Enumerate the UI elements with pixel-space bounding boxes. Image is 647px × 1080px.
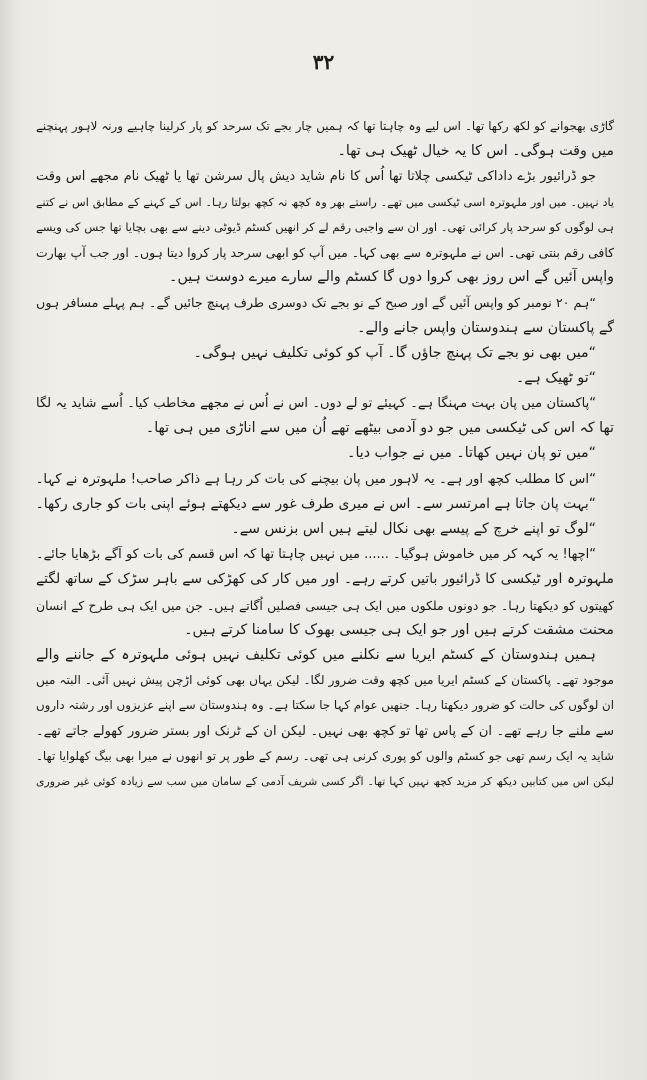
text-line: موجود تھے۔ پاکستان کے کسٹم ایریا میں کچھ وقت ضرور لگا۔ لیکن یہاں بھی کوئی اڑچن پیش نہیں آئی۔ البتہ میں <box>36 673 614 688</box>
page-number: ۳۲ <box>312 50 335 74</box>
text-line: جو ڈرائیور بڑے داداکی ٹیکسی چلاتا تھا اُس کا نام شاید دیش پال سرشن تھا یا ٹھیک نام مجھے اس وقت <box>36 169 596 185</box>
text-line: “لوگ تو اپنے خرچ کے پیسے بھی نکال لیتے ہیں اس بزنس سے۔ <box>231 521 596 537</box>
body-text <box>36 114 614 794</box>
text-line: ان لوگوں کی حالت کو ضرور دیکھتا رہا۔ جنھیں عوام کہا جا سکتا ہے۔ وہ ہندوستان سے اپنے عزیزوں اور رشتہ داروں <box>36 698 614 713</box>
text-line: سے ملنے جا رہے تھے۔ ان کے پاس تھا تو کچھ بھی نہیں۔ لیکن ان کے ٹرنک اور بستر ضرور کھولے جاتے تھے۔ <box>36 723 614 739</box>
text-line: شاید یہ ایک رسم تھی جو کسٹم والوں کو پوری کرنی ہی تھی۔ رسم کے طور پر تو انھوں نے میرا بھی بیگ کھلوایا تھا۔ <box>36 748 614 763</box>
text-line: “اس کا مطلب کچھ اور ہے۔ یہ لاہور میں پان بیچنے کی بات کر رہا ہے ذاکر صاحب! ملہوترہ نے کہا۔ <box>36 471 596 487</box>
text-line: یاد نہیں۔ میں اور ملہوترہ اسی ٹیکسی میں تھے۔ راستے بھر وہ کچھ نہ کچھ بولتا رہا۔ اس کے کہنے کے مطابق اس نے کتنے <box>36 195 614 209</box>
text-line: گاڑی بھجوانے کو لکھ رکھا تھا۔ اس لیے وہ چاہتا تھا کہ ہمیں چار بجے تک سرحد کو پار کرلینا چاہیے ورنہ لاہور پہنچنے <box>36 119 614 133</box>
text-line: ملہوترہ اور ٹیکسی کا ڈرائیور باتیں کرتے رہے۔ اور میں کار کی کھڑکی سے باہر سڑک کے ساتھ لگتے <box>36 571 614 588</box>
text-line: “تو ٹھیک ہے۔ <box>515 369 596 386</box>
text-line: ہمیں ہندوستان کے کسٹم ایریا سے نکلنے میں کوئی تکلیف نہیں ہوئی ملہوترہ کے جاننے والے <box>36 646 596 663</box>
text-line: “اچھا! یہ کہہ کر میں خاموش ہوگیا۔ ...... میں نہیں چاہتا تھا کہ اس قسم کی بات کو آگے بڑھایا جائے۔ <box>36 547 596 563</box>
text-line: گے پاکستان سے ہندوستان واپس جانے والے۔ <box>357 319 614 336</box>
text-line: لیکن اس میں کتابیں دیکھ کر مزید کچھ نہیں کہا تھا۔ اگر کسی شریف آدمی کے سامان میں سب سے زیادہ کوئی غیر ضروری <box>36 774 614 788</box>
text-line: “میں بھی نو بجے تک پہنچ جاؤں گا۔ آپ کو کوئی تکلیف نہیں ہوگی۔ <box>193 344 596 361</box>
text-line: تھا کہ اس کی ٹیکسی میں جو دو آدمی بیٹھے تھے اُن میں سے اناڑی میں ہی تھا۔ <box>145 420 614 437</box>
text-line: ہی لوگوں کو سرحد پار کرائی تھی۔ اور ان سے واجبی رقم لے کر انھیں کسٹم ڈیوٹی دینے سے بھی بچایا تھا جس کی ویسے <box>36 219 614 234</box>
text-line: “پاکستان میں پان بہت مہنگا ہے۔ کہیئے تو لے دوں۔ اس نے اُس نے مجھے مخاطب کیا۔ اُسے شاید یہ لگا <box>36 396 596 412</box>
text-line: کھیتوں کو دیکھتا رہا۔ جو دونوں ملکوں میں ایک ہی جیسی فصلیں اُگاتے ہیں۔ جن میں ایک ہی طرح کے انسان <box>36 597 614 613</box>
text-line: میں وقت ہوگی۔ اس کا یہ خیال ٹھیک ہی تھا۔ <box>337 143 614 160</box>
text-line: محنت مشقت کرتے ہیں اور جو ایک ہی جیسی بھوک کا سامنا کرتے ہیں۔ <box>184 621 614 638</box>
text-line: واپس آئیں گے اس روز بھی کروا دوں گا کسٹم والے سارے میرے دوست ہیں۔ <box>169 269 614 286</box>
text-line: کافی رقم بنتی تھی۔ اس نے ملہوترہ سے بھی کہا۔ میں آپ کو ابھی سرحد پار کروا دیتا ہوں۔ اور جب آپ بھارت <box>36 244 614 260</box>
text-line: “ہم ۲۰ نومبر کو واپس آئیں گے اور صبح کے نو بجے تک دوسری طرف پہنچ جائیں گے۔ ہم پہلے مسافر ہوں <box>36 295 596 311</box>
text-line: “بہت پان جاتا ہے امرتسر سے۔ اس نے میری طرف غور سے دیکھتے ہوئے اپنی بات کو جاری رکھا۔ <box>36 495 596 512</box>
text-line: “میں تو پان نہیں کھاتا۔ میں نے جواب دیا۔ <box>347 445 596 462</box>
